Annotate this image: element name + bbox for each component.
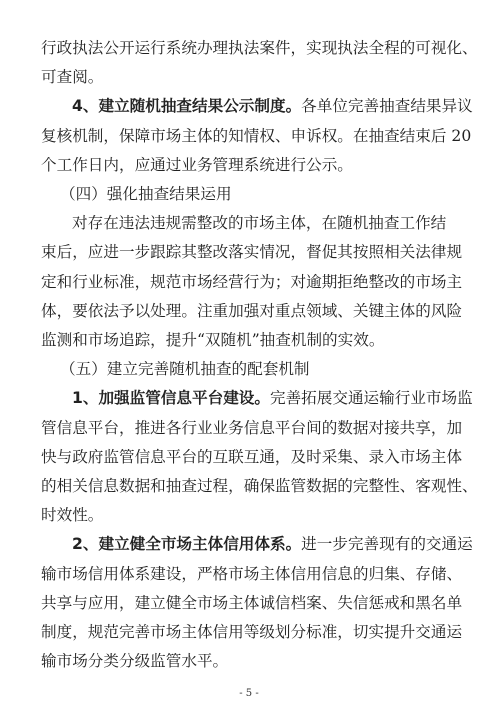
line-text: 的相关信息数据和抽查过程，确保监管数据的完整性、客观性、: [41, 477, 478, 495]
line-text: 快与政府监管信息平台的互联互通，及时采集、录入市场主体: [41, 447, 463, 466]
paragraph-line: [0, 272, 498, 292]
paragraph-line: [0, 476, 498, 496]
section-heading-line: [0, 96, 498, 116]
line-text: 输市场信用体系建设，严格市场主体信用信息的归集、存储、: [41, 564, 463, 583]
line-text: 定和行业标准，规范市场经营行为；对逾期拒绝整改的市场主: [41, 272, 463, 291]
paragraph-line: [0, 330, 498, 350]
paragraph-line: [0, 447, 498, 467]
line-text: 监测和市场追踪，提升“双随机”抽查机制的实效。: [41, 331, 385, 349]
paragraph-line: [0, 593, 498, 613]
paragraph-line: [0, 242, 498, 262]
paragraph-line: [0, 505, 498, 525]
paragraph-line: [0, 38, 498, 58]
line-text: 管信息平台，推进各行业业务信息平台间的数据对接共享，加: [41, 418, 463, 437]
line-text: 共享与应用，建立健全市场主体诚信档案、失信惩戒和黑名单: [41, 593, 463, 612]
paragraph-line: [0, 155, 498, 175]
line-text: 时效性。: [41, 506, 104, 525]
line-text: 束后，应进一步跟踪其整改落实情况，督促其按照相关法律规: [41, 243, 463, 262]
paragraph-line: [0, 564, 498, 584]
section-heading-bold: 4、建立随机抽查结果公示制度。: [72, 97, 302, 116]
line-text: 体，要依法予以处理。注重加强对重点领域、关键主体的风险: [41, 301, 463, 320]
line-text: 对存在违法违规需整改的市场主体，在随机抽查工作结: [72, 214, 447, 233]
line-text: 进一步完善现有的交通运: [301, 535, 473, 554]
paragraph-line: [0, 301, 498, 321]
line-text: （五）建立完善随机抽查的配套机制: [60, 360, 310, 379]
page-number: - 5 -: [239, 688, 259, 699]
paragraph-line: [0, 418, 498, 438]
line-text: 各单位完善抽查结果异议: [301, 97, 473, 116]
paragraph-line: [0, 67, 498, 87]
line-text: 完善拓展交通运输行业市场监: [269, 389, 473, 408]
section-heading-line: [0, 534, 498, 554]
line-text: 制度，规范完善市场主体信用等级划分标准，切实提升交通运: [41, 623, 463, 641]
section-heading-line: [0, 388, 498, 408]
paragraph-line: [0, 126, 498, 146]
subsection-heading: [0, 184, 498, 204]
paragraph-line: [0, 651, 498, 671]
line-text: 个工作日内，应通过业务管理系统进行公示。: [41, 155, 353, 174]
line-text: 复核机制，保障市场主体的知情权、申诉权。在抽查结束后 20: [41, 126, 472, 145]
line-text: 可查阅。: [41, 68, 104, 87]
section-heading-bold: 1、加强监管信息平台建设。: [72, 389, 270, 408]
section-heading-bold: 2、建立健全市场主体信用体系。: [72, 535, 302, 554]
line-text: （四）强化抽查结果运用: [60, 185, 232, 203]
line-text: 行政执法公开运行系统办理执法案件，实现执法全程的可视化、: [41, 39, 478, 57]
paragraph-line: [0, 622, 498, 642]
subsection-heading: [0, 359, 498, 379]
paragraph-line: [0, 213, 498, 233]
line-text: 输市场分类分级监管水平。: [41, 652, 229, 671]
